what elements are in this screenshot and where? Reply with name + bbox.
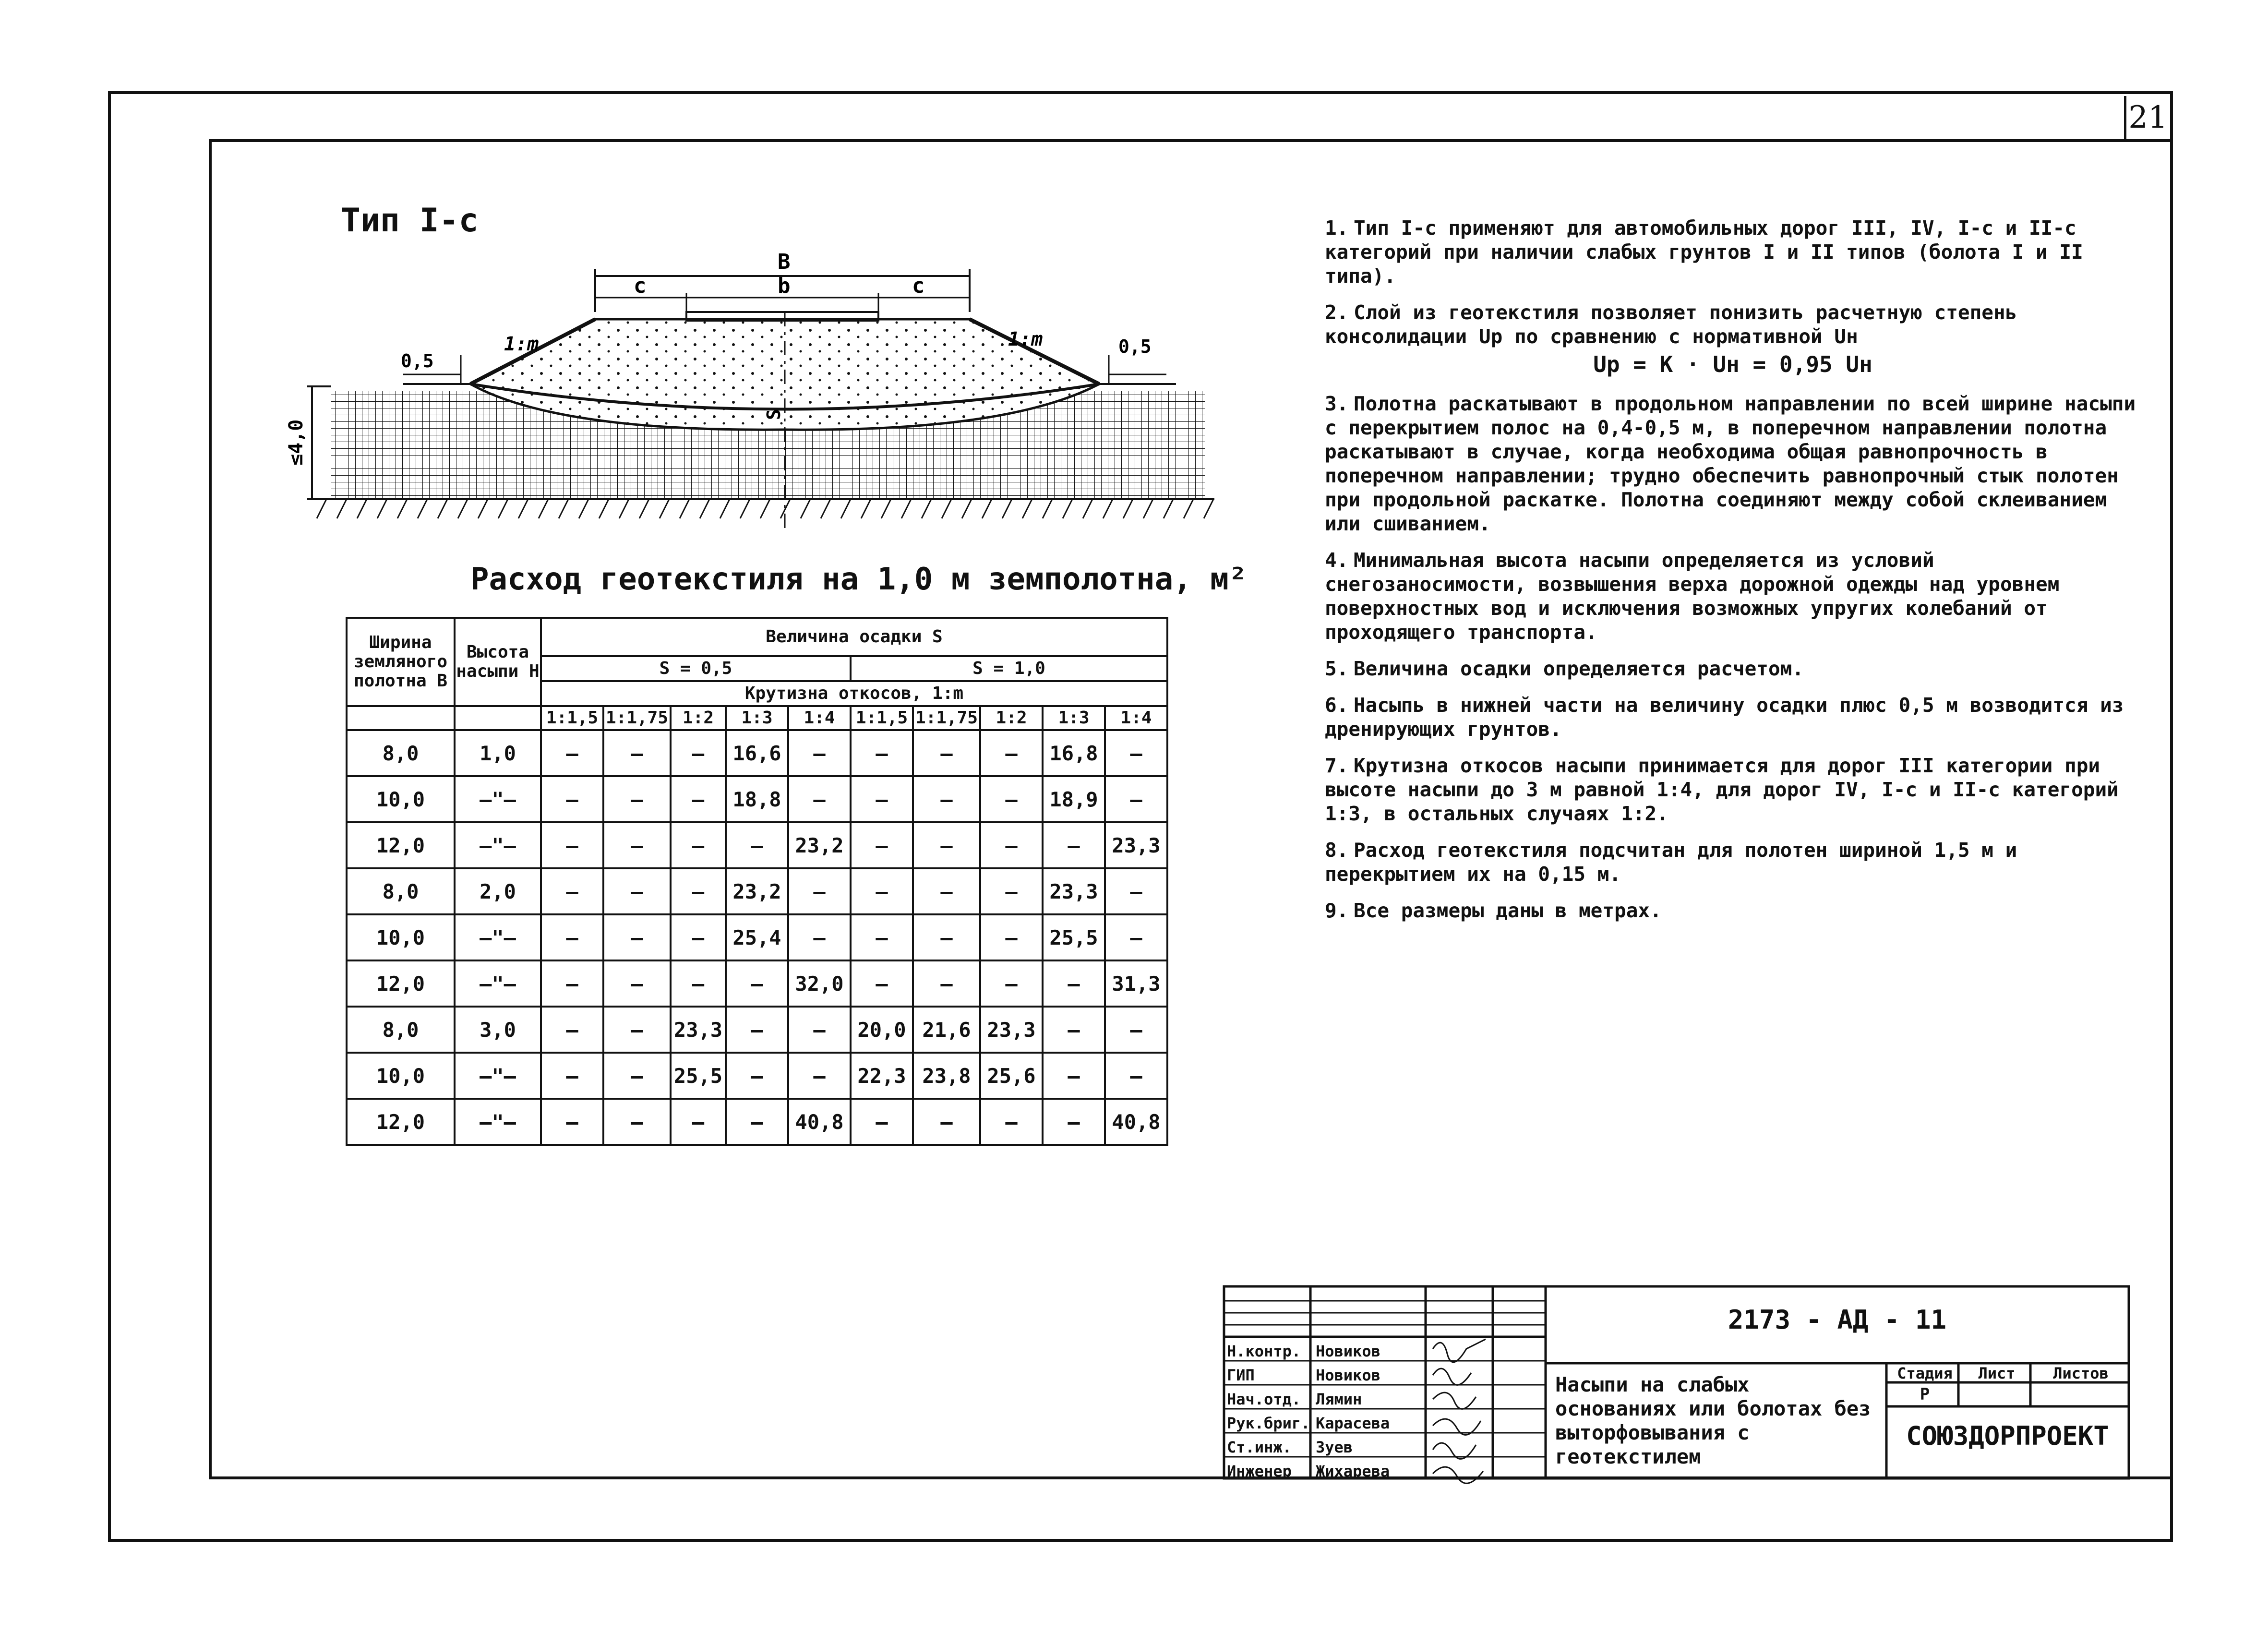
- drawing-type-title: Тип I-с: [341, 202, 479, 240]
- signature-role: Н.контр.: [1227, 1342, 1301, 1360]
- cell-value: —: [541, 1053, 603, 1099]
- signature-name: Жихарева: [1316, 1462, 1390, 1480]
- notes-block: [1325, 216, 2141, 935]
- signature-name: Новиков: [1316, 1366, 1380, 1384]
- cell-value: 20,0: [851, 1007, 913, 1053]
- cell-value: —: [980, 822, 1043, 868]
- cell-width: 12,0: [347, 960, 455, 1007]
- cell-value: 16,6: [726, 730, 788, 776]
- cell-value: —: [603, 914, 671, 960]
- table-row: [347, 730, 1167, 776]
- header-slope: Крутизна откосов, 1:m: [541, 681, 1167, 706]
- note-9: 9. Все размеры даны в метрах.: [1325, 899, 1662, 922]
- cell-value: —: [1105, 730, 1167, 776]
- signatures: [1428, 1334, 1490, 1478]
- cell-value: —: [1105, 1007, 1167, 1053]
- header-settlement: Величина осадки S: [541, 618, 1167, 656]
- slope-right-label: 1:m: [1008, 328, 1043, 350]
- cell-value: —: [671, 776, 726, 822]
- cell-value: —: [788, 730, 851, 776]
- cell-value: 22,3: [851, 1053, 913, 1099]
- slope-col: 1:4: [1105, 706, 1167, 730]
- note-8: 8. Расход геотекстиля подсчитан для полотен шириной 1,5 м и перекрытием их на 0,15 м.: [1325, 839, 2017, 886]
- berm-left-label: 0,5: [401, 350, 434, 372]
- cell-height: 2,0: [455, 868, 541, 914]
- note-3: 3. Полотна раскатывают в продольном направлении по всей ширине насыпи с перекрытием полос на 0,4-0,5 м, в поперечном направлении полотна раскатывают в случае, когда необходима общая равнопрочность в поперечном направлении; трудно обеспечить равнопрочный стык полотен при продольной раскатке. Полотна соединяют между собой склеиванием или сшиванием.: [1325, 392, 2136, 535]
- sheets-label: Листов: [2053, 1364, 2109, 1382]
- note-1: 1. Тип I-с применяют для автомобильных дорог III, IV, I-с и II-с категорий при наличии слабых грунтов I и II типов (болота I и II типа).: [1325, 216, 2083, 288]
- signature-name: Карасева: [1316, 1414, 1390, 1432]
- cell-height: —"—: [455, 914, 541, 960]
- cell-value: 23,3: [671, 1007, 726, 1053]
- cell-value: 16,8: [1043, 730, 1105, 776]
- cell-value: —: [1043, 1007, 1105, 1053]
- cell-width: 8,0: [347, 868, 455, 914]
- slope-col: 1:3: [726, 706, 788, 730]
- cell-value: 25,4: [726, 914, 788, 960]
- cell-value: —: [913, 914, 980, 960]
- cell-value: 23,2: [788, 822, 851, 868]
- sheet-number: 21: [2124, 96, 2170, 142]
- slope-left-label: 1:m: [504, 333, 539, 355]
- cell-value: —: [913, 730, 980, 776]
- cell-value: —: [541, 730, 603, 776]
- note-4: 4. Минимальная высота насыпи определяется из условий снегозаносимости, возвышения верха дорожной одежды над уровнем поверхностных вод и исключения возможных упругих колебаний от проходящего транспорта.: [1325, 549, 2060, 644]
- drawing-code: 2173 - АД - 11: [1728, 1305, 1947, 1335]
- cell-value: —: [1043, 1053, 1105, 1099]
- signature-role: Ст.инж.: [1227, 1438, 1292, 1456]
- note-6: 6. Насыпь в нижней части на величину осадки плюс 0,5 м возводится из дренирующих грунтов.: [1325, 694, 2124, 741]
- header-s-10: S = 1,0: [851, 656, 1167, 681]
- cell-value: —: [541, 776, 603, 822]
- cell-value: —: [603, 868, 671, 914]
- signature-role: Нач.отд.: [1227, 1390, 1301, 1408]
- cell-value: —: [788, 868, 851, 914]
- cell-width: 8,0: [347, 730, 455, 776]
- slope-col: 1:3: [1043, 706, 1105, 730]
- cell-value: —: [541, 822, 603, 868]
- cell-height: —"—: [455, 1053, 541, 1099]
- note-5: 5. Величина осадки определяется расчетом.: [1325, 657, 1804, 680]
- cell-value: —: [851, 776, 913, 822]
- table-row: [347, 1053, 1167, 1099]
- cell-value: —: [541, 914, 603, 960]
- cell-value: —: [603, 960, 671, 1007]
- cell-value: —: [980, 730, 1043, 776]
- slope-col: 1:1,75: [913, 706, 980, 730]
- cell-value: —: [913, 1099, 980, 1145]
- cell-value: —: [788, 1007, 851, 1053]
- header-s-05: S = 0,5: [541, 656, 851, 681]
- cell-value: —: [980, 776, 1043, 822]
- cell-value: —: [1105, 914, 1167, 960]
- table-row: [347, 1007, 1167, 1053]
- cell-value: 23,8: [913, 1053, 980, 1099]
- sheet-label: Лист: [1978, 1364, 2016, 1382]
- signature-names: [1313, 1339, 1426, 1483]
- cell-value: —: [980, 914, 1043, 960]
- note-2: 2. Слой из геотекстиля позволяет понизить расчетную степень консолидации Uр по сравнению с нормативной Uн: [1325, 301, 2017, 348]
- cell-value: —: [1043, 822, 1105, 868]
- cell-value: —: [726, 1053, 788, 1099]
- cell-value: —: [671, 960, 726, 1007]
- cell-value: —: [603, 776, 671, 822]
- cell-height: 3,0: [455, 1007, 541, 1053]
- table-row: [347, 914, 1167, 960]
- header-height: Высота насыпи H: [455, 618, 541, 706]
- cell-value: —: [788, 1053, 851, 1099]
- cell-height: 1,0: [455, 730, 541, 776]
- cell-value: —: [671, 914, 726, 960]
- formula: Uр = K · Uн = 0,95 Uн: [1593, 351, 1872, 377]
- table-title: Расход геотекстиля на 1,0 м земполотна, м²: [470, 562, 1248, 597]
- cell-value: —: [851, 822, 913, 868]
- cell-value: —: [671, 730, 726, 776]
- cell-value: —: [726, 1007, 788, 1053]
- cell-value: —: [603, 822, 671, 868]
- cell-value: —: [1043, 1099, 1105, 1145]
- signature-name: Лямин: [1316, 1390, 1362, 1408]
- table-row: [347, 960, 1167, 1007]
- slope-col: 1:2: [671, 706, 726, 730]
- cell-value: 18,8: [726, 776, 788, 822]
- cell-height: —"—: [455, 822, 541, 868]
- cell-width: 8,0: [347, 1007, 455, 1053]
- cell-value: —: [671, 822, 726, 868]
- cell-value: 40,8: [788, 1099, 851, 1145]
- cell-value: —: [603, 1053, 671, 1099]
- dim-c-left: c: [634, 274, 647, 298]
- stage-value: Р: [1920, 1385, 1930, 1404]
- cell-value: 23,3: [1105, 822, 1167, 868]
- signature-roles: [1224, 1339, 1310, 1483]
- settlement-label: S: [763, 409, 784, 420]
- cell-value: —: [913, 776, 980, 822]
- cell-value: 21,6: [913, 1007, 980, 1053]
- cell-value: —: [851, 730, 913, 776]
- embankment-cross-section: [285, 240, 1272, 547]
- cell-width: 10,0: [347, 776, 455, 822]
- cell-height: —"—: [455, 960, 541, 1007]
- cell-value: —: [603, 1007, 671, 1053]
- cell-value: 32,0: [788, 960, 851, 1007]
- cell-value: —: [541, 960, 603, 1007]
- cell-height: —"—: [455, 1099, 541, 1145]
- cell-value: 25,5: [671, 1053, 726, 1099]
- cell-value: —: [1105, 776, 1167, 822]
- cell-value: —: [980, 960, 1043, 1007]
- cell-value: —: [851, 960, 913, 1007]
- slope-header-row: [347, 706, 1167, 730]
- signature-name: Зуев: [1316, 1438, 1353, 1456]
- signature-role: Рук.бриг.: [1227, 1414, 1310, 1432]
- cell-value: —: [851, 1099, 913, 1145]
- cell-width: 12,0: [347, 1099, 455, 1145]
- slope-col: 1:1,5: [851, 706, 913, 730]
- cell-value: —: [913, 868, 980, 914]
- cell-width: 10,0: [347, 1053, 455, 1099]
- table-row: [347, 776, 1167, 822]
- height-label: ≤4,0: [285, 419, 307, 466]
- cell-value: —: [788, 914, 851, 960]
- note-7: 7. Крутизна откосов насыпи принимается для дорог III категории при высоте насыпи до 3 м равной 1:4, для дорог IV, I-с и II-с категорий 1:3, в остальных случаях 1:2.: [1325, 754, 2119, 825]
- cell-value: 23,3: [1043, 868, 1105, 914]
- cell-value: —: [913, 822, 980, 868]
- slope-col: 1:2: [980, 706, 1043, 730]
- stage-label: Стадия: [1897, 1364, 1953, 1382]
- drawing-title: Насыпи на слабых основаниях или болотах без выторфовывания с геотекстилем: [1555, 1373, 1871, 1468]
- cell-height: —"—: [455, 776, 541, 822]
- cell-value: 23,2: [726, 868, 788, 914]
- cell-width: 10,0: [347, 914, 455, 960]
- dim-B: B: [778, 250, 791, 274]
- slope-col: 1:4: [788, 706, 851, 730]
- cell-value: —: [851, 914, 913, 960]
- signature-name: Новиков: [1316, 1342, 1380, 1360]
- table-row: [347, 868, 1167, 914]
- cell-value: —: [671, 1099, 726, 1145]
- cell-value: —: [1043, 960, 1105, 1007]
- geotextile-consumption-table: [346, 617, 1168, 1146]
- cell-value: —: [1105, 868, 1167, 914]
- cell-value: —: [671, 868, 726, 914]
- cell-value: —: [788, 776, 851, 822]
- cell-value: —: [980, 1099, 1043, 1145]
- berm-right-label: 0,5: [1118, 336, 1152, 357]
- cell-value: —: [603, 1099, 671, 1145]
- cell-value: —: [541, 868, 603, 914]
- table-row: [347, 1099, 1167, 1145]
- cell-value: —: [541, 1099, 603, 1145]
- slope-col: 1:1,5: [541, 706, 603, 730]
- cell-value: 23,3: [980, 1007, 1043, 1053]
- cell-value: —: [603, 730, 671, 776]
- slope-col: 1:1,75: [603, 706, 671, 730]
- cell-value: —: [726, 960, 788, 1007]
- cell-value: —: [541, 1007, 603, 1053]
- cell-value: —: [980, 868, 1043, 914]
- cell-width: 12,0: [347, 822, 455, 868]
- header-width: Ширина земляного полотна B: [347, 618, 455, 706]
- dim-c-right: c: [912, 274, 925, 298]
- dim-b: b: [778, 274, 791, 298]
- cell-value: —: [726, 822, 788, 868]
- cell-value: 18,9: [1043, 776, 1105, 822]
- table-row: [347, 822, 1167, 868]
- cell-value: 40,8: [1105, 1099, 1167, 1145]
- cell-value: 25,5: [1043, 914, 1105, 960]
- cell-value: 31,3: [1105, 960, 1167, 1007]
- signature-role: Инженер: [1227, 1462, 1292, 1480]
- cell-value: —: [851, 868, 913, 914]
- cell-value: —: [913, 960, 980, 1007]
- cell-value: —: [726, 1099, 788, 1145]
- signature-role: ГИП: [1227, 1366, 1255, 1384]
- cell-value: —: [1105, 1053, 1167, 1099]
- cell-value: 25,6: [980, 1053, 1043, 1099]
- organization: СОЮЗДОРПРОЕКТ: [1906, 1421, 2109, 1451]
